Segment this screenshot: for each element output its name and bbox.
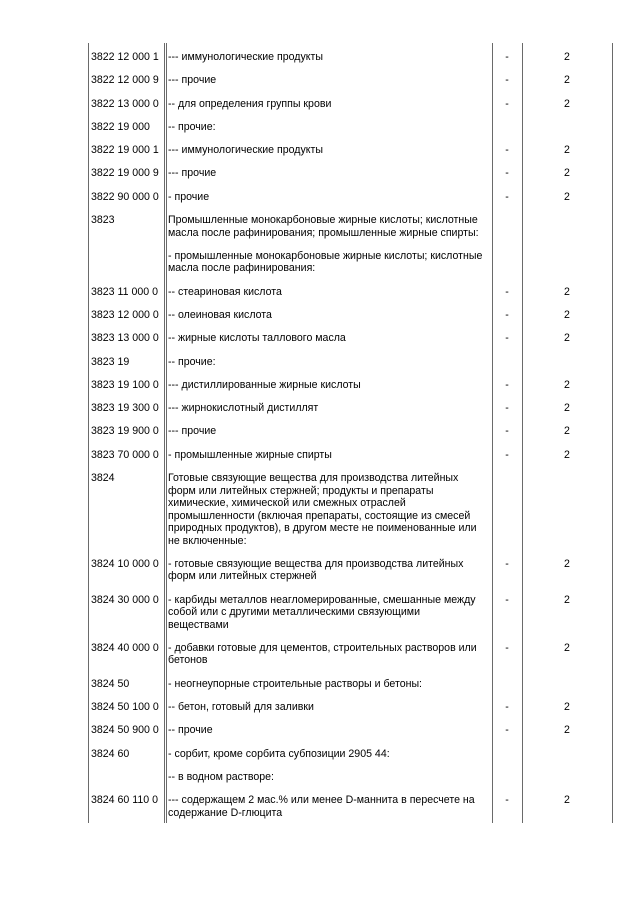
table-row (88, 642, 612, 678)
table-row (88, 701, 612, 724)
table-row (88, 74, 612, 97)
table-row (88, 167, 612, 190)
table-row (88, 594, 612, 642)
row-code: 3823 19 100 0 (91, 378, 159, 391)
row-description (168, 214, 493, 239)
description-line: - промышленные жирные спирты (168, 448, 332, 461)
row-rate: 2 (564, 144, 570, 157)
row-rate: 2 (564, 794, 570, 807)
description-line: --- прочие (168, 167, 217, 180)
row-unit: - (505, 378, 509, 391)
row-description (168, 332, 493, 345)
row-description (168, 356, 493, 369)
description-line: бетонов (168, 654, 208, 667)
tariff-table (88, 51, 612, 830)
row-code: 3824 (91, 472, 115, 485)
description-line: --- иммунологические продукты (168, 144, 323, 157)
row-rate: 2 (564, 74, 570, 87)
description-line: -- прочие (168, 724, 213, 737)
row-unit: - (505, 724, 509, 737)
row-description (168, 425, 493, 438)
row-rate: 2 (564, 51, 570, 63)
table-row (88, 356, 612, 379)
description-line: -- олеиновая кислота (168, 308, 272, 321)
row-description (168, 309, 493, 322)
row-rate: 2 (564, 448, 570, 461)
row-rate: 2 (564, 332, 570, 345)
description-line: - прочие (168, 190, 210, 203)
row-rate: 2 (564, 425, 570, 438)
row-unit: - (505, 425, 509, 438)
row-unit: - (505, 144, 509, 157)
row-rate: 2 (564, 285, 570, 298)
description-line: - готовые связующие вещества для производства литейных (168, 557, 464, 570)
table-row (88, 191, 612, 214)
row-code: 3822 12 000 1 (91, 51, 159, 63)
row-code: 3824 60 (91, 747, 130, 760)
row-rate: 2 (564, 402, 570, 415)
row-code: 3822 19 000 9 (91, 167, 159, 180)
row-description (168, 642, 493, 667)
row-code: 3822 12 000 9 (91, 74, 159, 87)
row-unit: - (505, 593, 509, 606)
description-line: -- жирные кислоты таллового масла (168, 332, 346, 345)
row-rate: 2 (564, 701, 570, 714)
table-row (88, 51, 612, 74)
description-line: --- прочие (168, 425, 217, 438)
row-code: 3823 11 000 0 (91, 285, 158, 298)
row-unit: - (505, 51, 509, 63)
row-code: 3823 (91, 214, 115, 227)
row-code: 3824 60 110 0 (91, 794, 158, 807)
row-unit: - (505, 190, 509, 203)
description-line: --- иммунологические продукты (168, 51, 323, 63)
table-row (88, 98, 612, 121)
row-code: 3822 90 000 0 (91, 190, 159, 203)
row-unit: - (505, 74, 509, 87)
table-row (88, 309, 612, 332)
description-line: - промышленные монокарбоновые жирные кислоты; кислотные (168, 249, 483, 262)
row-code: 3823 70 000 0 (91, 448, 159, 461)
row-rate: 2 (564, 190, 570, 203)
row-unit: - (505, 701, 509, 714)
row-description (168, 121, 493, 134)
table-row (88, 425, 612, 448)
table-row (88, 286, 612, 309)
description-line: -- бетон, готовый для заливки (168, 701, 314, 714)
row-description (168, 51, 493, 64)
description-line: природных продуктов), в другом месте не поименованные или (168, 522, 477, 535)
row-code: 3824 10 000 0 (91, 557, 159, 570)
row-description (168, 167, 493, 180)
row-rate: 2 (564, 308, 570, 321)
row-description (168, 472, 493, 547)
description-line: --- жирнокислотный дистиллят (168, 402, 319, 415)
row-unit: - (505, 448, 509, 461)
description-line: -- для определения группы крови (168, 97, 332, 110)
table-row (88, 724, 612, 747)
description-line: химические, химической или смежных отраслей (168, 497, 406, 510)
row-description (168, 191, 493, 204)
table-row (88, 250, 612, 286)
table-row (88, 472, 612, 558)
table-row (88, 678, 612, 701)
row-unit: - (505, 794, 509, 807)
row-code: 3823 19 900 0 (91, 425, 159, 438)
row-unit: - (505, 557, 509, 570)
row-description (168, 98, 493, 111)
row-code: 3822 19 000 (91, 120, 150, 133)
description-line: Промышленные монокарбоновые жирные кислоты; кислотные (168, 214, 478, 227)
row-description (168, 144, 493, 157)
description-line: содержание D-глюцита (168, 806, 283, 819)
row-rate: 2 (564, 724, 570, 737)
row-description (168, 402, 493, 415)
description-line: - сорбит, кроме сорбита субпозиции 2905 44: (168, 747, 390, 760)
description-line: --- содержащем 2 мас.% или менее D-маннита в пересчете на (168, 794, 475, 807)
description-line: форм или литейных стержней (168, 570, 317, 583)
row-code: 3822 13 000 0 (91, 97, 159, 110)
table-row (88, 794, 612, 830)
row-description (168, 771, 493, 784)
row-description (168, 701, 493, 714)
row-description (168, 379, 493, 392)
description-line: --- прочие (168, 74, 217, 87)
row-unit: - (505, 402, 509, 415)
description-line: форм или литейных стержней; продукты и препараты (168, 484, 434, 497)
description-line: не включенные: (168, 534, 247, 547)
row-rate: 2 (564, 378, 570, 391)
row-description (168, 286, 493, 299)
description-line: Готовые связующие вещества для производства литейных (168, 472, 459, 485)
row-rate: 2 (564, 641, 570, 654)
row-description (168, 74, 493, 87)
description-line: масла после рафинирования: (168, 262, 316, 275)
table-row (88, 121, 612, 144)
row-description (168, 250, 493, 275)
row-description (168, 449, 493, 462)
description-line: - неогнеупорные строительные растворы и бетоны: (168, 677, 422, 690)
row-description (168, 724, 493, 737)
description-line: - добавки готовые для цементов, строительных растворов или (168, 641, 477, 654)
row-description (168, 678, 493, 691)
row-rate: 2 (564, 557, 570, 570)
row-rate: 2 (564, 97, 570, 110)
row-code: 3823 19 300 0 (91, 402, 159, 415)
row-unit: - (505, 641, 509, 654)
table-row (88, 332, 612, 355)
description-line: -- прочие: (168, 120, 216, 133)
table-row (88, 558, 612, 594)
description-line: промышленности (включая препараты, состоящие из смесей (168, 509, 471, 522)
row-unit: - (505, 97, 509, 110)
description-line: -- стеариновая кислота (168, 285, 282, 298)
table-border-right (612, 43, 613, 823)
table-row (88, 748, 612, 771)
description-line: -- в водном растворе: (168, 770, 274, 783)
description-line: --- дистиллированные жирные кислоты (168, 378, 361, 391)
row-code: 3823 19 (91, 355, 130, 368)
row-code: 3824 50 (91, 677, 130, 690)
description-line: -- прочие: (168, 355, 216, 368)
row-code: 3823 12 000 0 (91, 308, 159, 321)
row-code: 3823 13 000 0 (91, 332, 159, 345)
row-code: 3824 50 900 0 (91, 724, 159, 737)
row-code: 3822 19 000 1 (91, 144, 159, 157)
description-line: веществами (168, 618, 229, 631)
table-row (88, 402, 612, 425)
row-description (168, 748, 493, 761)
row-rate: 2 (564, 167, 570, 180)
row-code: 3824 50 100 0 (91, 701, 159, 714)
row-description (168, 558, 493, 583)
table-row (88, 144, 612, 167)
description-line: масла после рафинирования; промышленные жирные спирты: (168, 226, 479, 239)
description-line: - карбиды металлов неагломерированные, смешанные между (168, 593, 476, 606)
row-unit: - (505, 332, 509, 345)
table-row (88, 379, 612, 402)
row-rate: 2 (564, 593, 570, 606)
row-description (168, 594, 493, 632)
table-row (88, 771, 612, 794)
table-row (88, 214, 612, 250)
row-code: 3824 40 000 0 (91, 641, 159, 654)
row-unit: - (505, 308, 509, 321)
table-row (88, 449, 612, 472)
description-line: собой или с другими металлическими связующими (168, 606, 420, 619)
row-unit: - (505, 167, 509, 180)
row-unit: - (505, 285, 509, 298)
row-description (168, 794, 493, 819)
row-code: 3824 30 000 0 (91, 593, 159, 606)
